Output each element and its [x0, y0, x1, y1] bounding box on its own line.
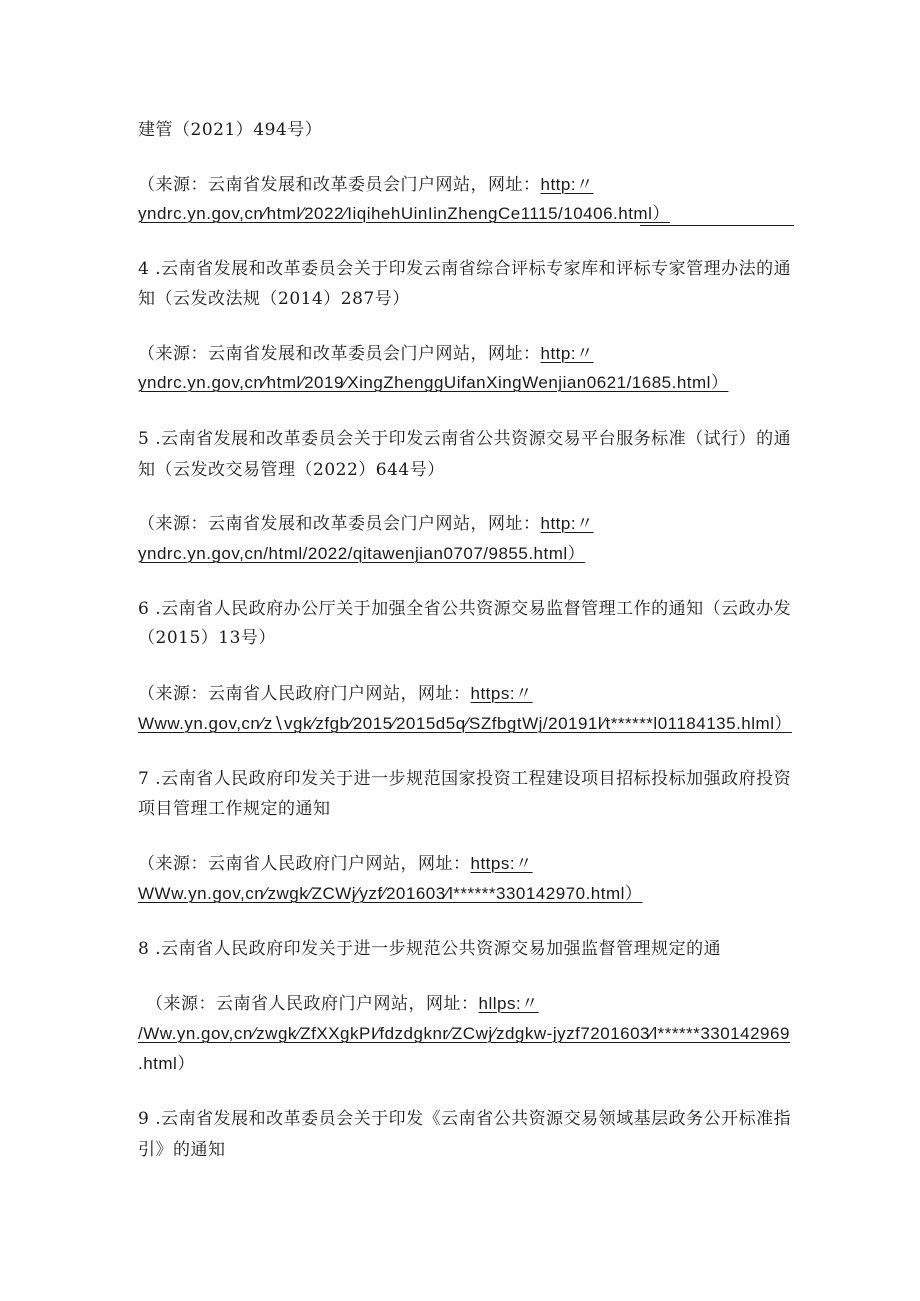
source-line [138, 513, 594, 535]
item-heading: 8 .云南省人民政府印发关于进一步规范公共资源交易加强监督管理规定的通 [138, 939, 722, 959]
source-line [146, 993, 539, 1015]
source-label: （来源：云南省发展和改革委员会门户网站，网址： [138, 175, 541, 195]
url-link-text[interactable]: /Ww.yn.gov,cn∕zwgk∕ZfXXgkPI∕fdzdgknr∕ZCwj∕zdgkw-jyzf7201603∕l******330142969 [138, 1024, 790, 1043]
source-label: （来源：云南省发展和改革委员会门户网站，网址： [138, 514, 541, 534]
url-link[interactable]: hllps:〃 [478, 994, 539, 1013]
item-heading-cont: 知（云发改交易管理（2022）644号） [138, 460, 445, 480]
item-heading: 4 .云南省发展和改革委员会关于印发云南省综合评标专家库和评标专家管理办法的通 [138, 259, 792, 279]
url-link[interactable]: Www.yn.gov,cn∕z∖vgk∕zfgb∕2015∕2015d5q∕SZfbgtWj/20191l∕t******l01184135.hlml） [138, 714, 792, 733]
source-line [138, 174, 594, 196]
item-heading: 6 .云南省人民政府办公厅关于加强全省公共资源交易监督管理工作的通知（云政办发 [138, 599, 792, 619]
url-link[interactable]: https:〃 [470, 854, 533, 873]
url-link[interactable]: http:〃 [540, 175, 594, 194]
item-heading: 5 .云南省发展和改革委员会关于印发云南省公共资源交易平台服务标准（试行）的通 [138, 429, 792, 449]
url-link[interactable]: yndrc.yn.gov,cn∕html∕2022∕IiqihehUinIinZhengCe1115/10406.html） [138, 204, 670, 223]
source-label: （来源：云南省发展和改革委员会门户网站，网址： [138, 344, 541, 364]
source-label: （来源：云南省人民政府门户网站，网址： [146, 994, 479, 1014]
item-heading-cont: （2015）13号） [138, 628, 276, 648]
source-line [138, 853, 533, 875]
item-heading-cont: 项目管理工作规定的通知 [138, 799, 331, 819]
url-link[interactable]: yndrc.yn.gov,cn∕html∕2019∕XingZhenggUifanXingWenjian0621/1685.html） [138, 373, 729, 392]
url-link-cont[interactable]: .html） [138, 1054, 195, 1073]
item-heading: 7 .云南省人民政府印发关于进一步规范国家投资工程建设项目招标投标加强政府投资 [138, 769, 792, 789]
item-heading-cont: 引》的通知 [138, 1140, 226, 1160]
item-heading-cont: 知（云发改法规（2014）287号） [138, 289, 410, 309]
source-label: （来源：云南省人民政府门户网站，网址： [138, 854, 471, 874]
url-link[interactable]: http:〃 [540, 344, 594, 363]
url-link[interactable]: https:〃 [470, 684, 533, 703]
text-line: 建管（2021）494号） [138, 120, 323, 140]
url-link[interactable]: WWw.yn.gov,cn∕zwgk∕ZCWj∕yzf∕201603∕l******330142970.html） [138, 884, 643, 903]
url-link[interactable]: http:〃 [540, 514, 594, 533]
source-line [138, 683, 533, 705]
item-heading: 9 .云南省发展和改革委员会关于印发《云南省公共资源交易领域基层政务公开标准指 [138, 1109, 792, 1129]
url-link[interactable]: yndrc.yn.gov,cn/html/2022/qitawenjian0707/9855.html） [138, 544, 586, 563]
source-label: （来源：云南省人民政府门户网站，网址： [138, 684, 471, 704]
underline-rule [640, 225, 794, 226]
source-line [138, 343, 594, 365]
url-link[interactable] [138, 1023, 790, 1045]
